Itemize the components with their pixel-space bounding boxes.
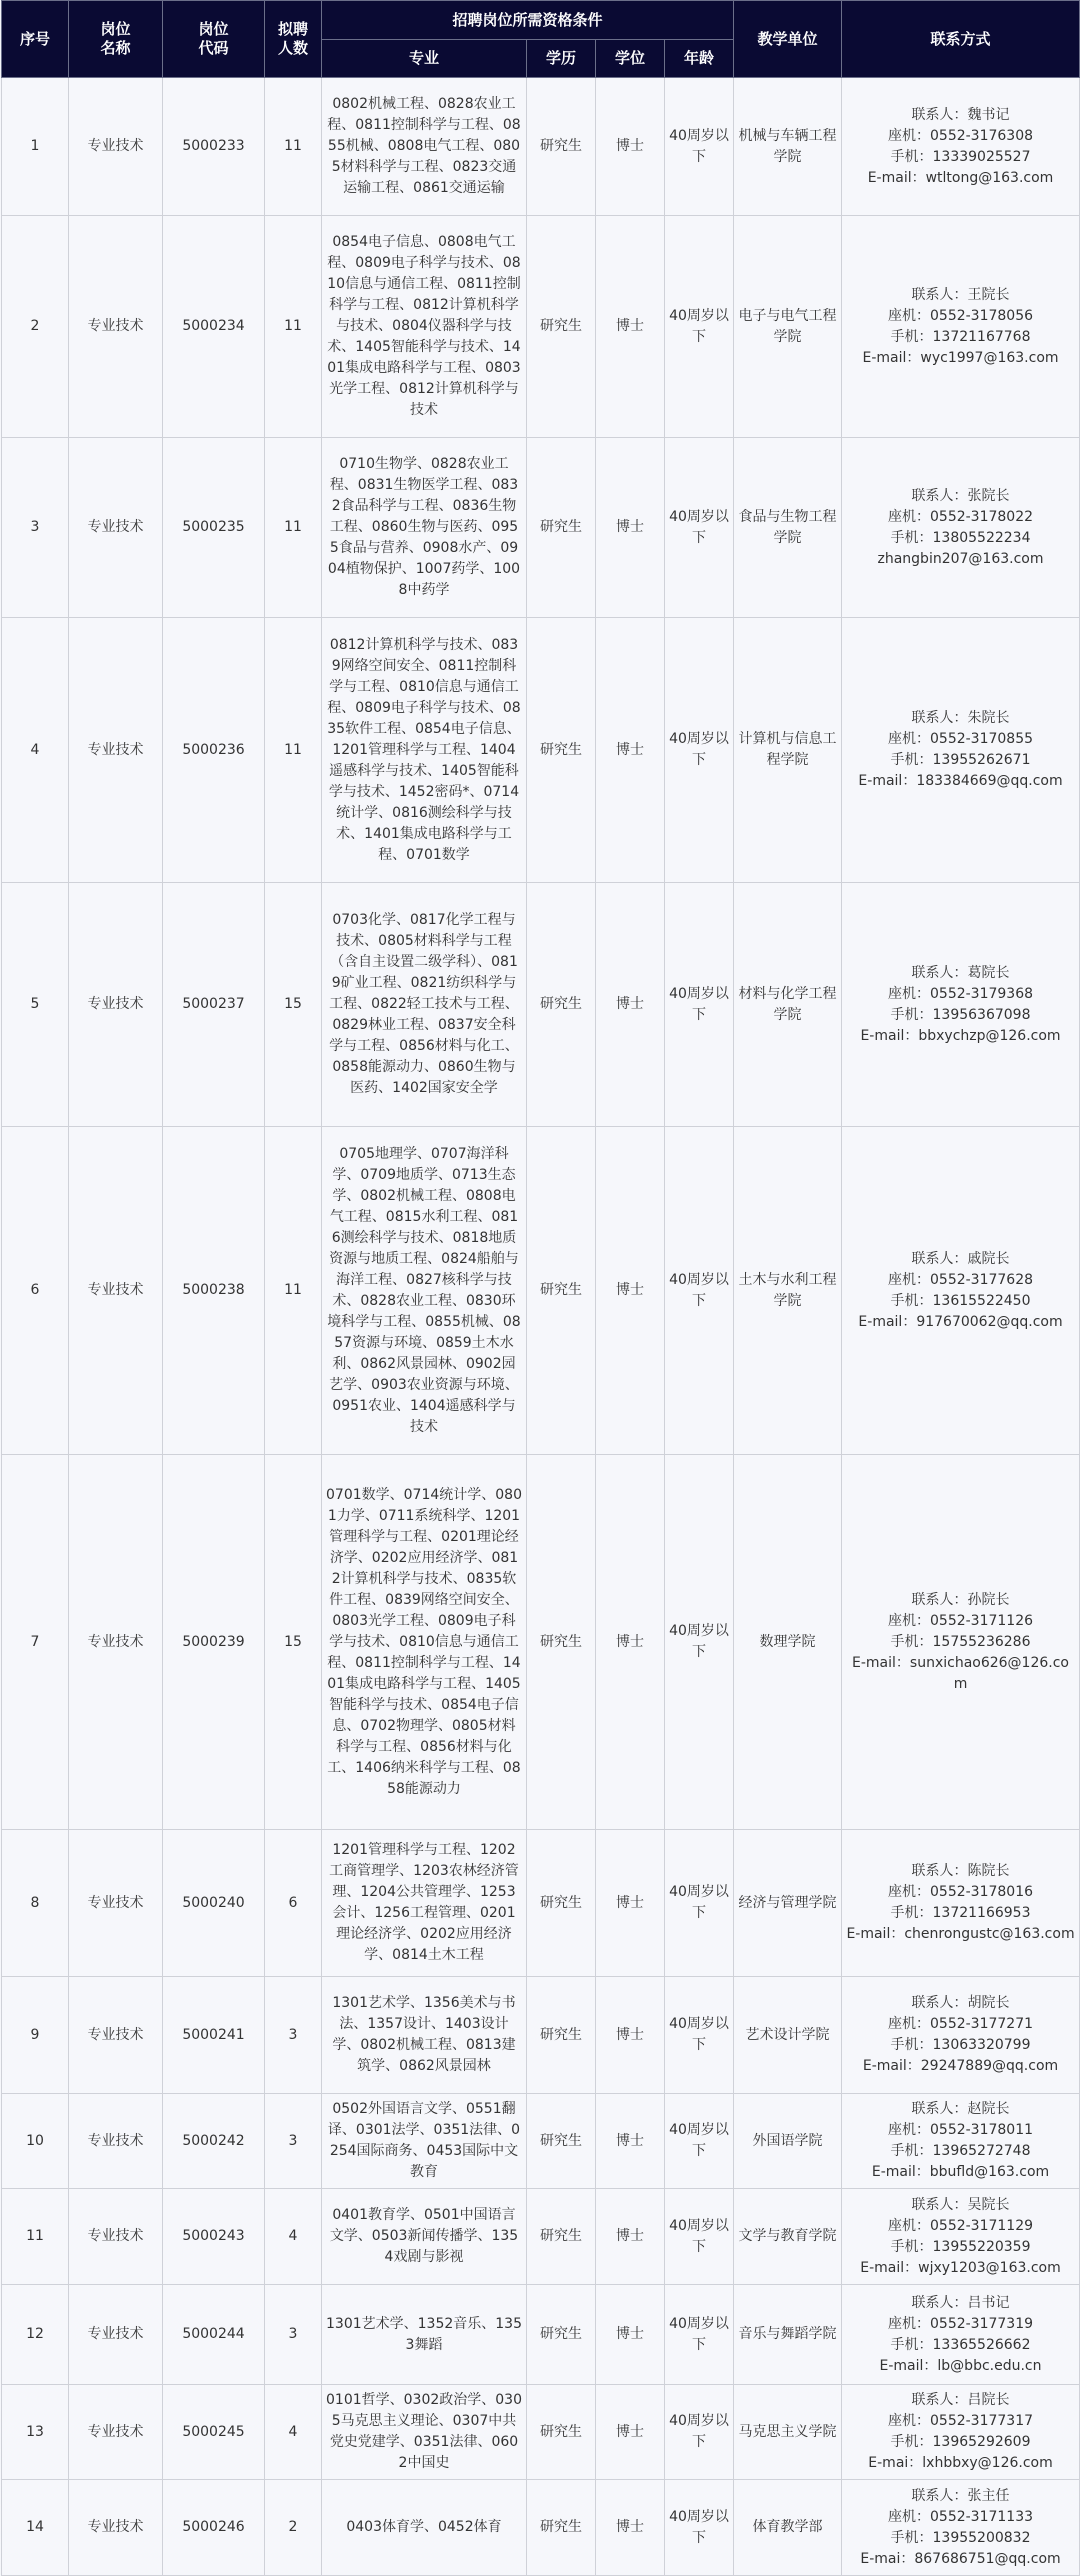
cell-seq: 12: [2, 2285, 69, 2385]
cell-post-code: 5000244: [163, 2285, 265, 2385]
cell-major: 0812计算机科学与技术、0839网络空间安全、0811控制科学与工程、0810信息与通信工程、0809电子科学与技术、0835软件工程、0854电子信息、1201管理科学与工程、1404遥感科学与技术、1405智能科学与技术、1452密码*、0714统计学、0816测绘科学与技术、1401集成电路科学与工程、0701数学: [322, 618, 527, 883]
cell-headcount: 11: [265, 618, 322, 883]
contact-phone: 座机：0552-3171129: [888, 2217, 1034, 2234]
cell-major: 0705地理学、0707海洋科学、0709地质学、0713生态学、0802机械工程、0808电气工程、0815水利工程、0816测绘科学与技术、0818地质资源与地质工程、0824船舶与海洋工程、0827核科学与技术、0828农业工程、0830环境科学与工程、0855机械、0857资源与环境、0859土木水利、0862风景园林、0902园艺学、0903农业资源与环境、0951农业、1404遥感科学与技术: [322, 1127, 527, 1455]
cell-degree: 博士: [596, 1455, 665, 1830]
cell-education: 研究生: [527, 618, 596, 883]
cell-unit: 食品与生物工程学院: [734, 438, 842, 618]
cell-major: 0703化学、0817化学工程与技术、0805材料科学与工程（含自主设置二级学科）、0819矿业工程、0821纺织科学与工程、0822轻工技术与工程、0829林业工程、0837安全科学与工程、0856材料与化工、0858能源动力、0860生物与医药、1402国家安全学: [322, 883, 527, 1127]
contact-mobile: 手机：15755236286: [890, 1633, 1031, 1650]
cell-post-code: 5000242: [163, 2094, 265, 2189]
table-row: [2, 438, 1080, 618]
contact-mobile: 手机：13805522234: [890, 529, 1031, 546]
cell-unit: 材料与化学工程学院: [734, 883, 842, 1127]
cell-seq: 13: [2, 2385, 69, 2480]
cell-headcount: 3: [265, 2094, 322, 2189]
contact-phone: 座机：0552-3178022: [888, 508, 1034, 525]
cell-seq: 8: [2, 1830, 69, 1977]
contact-email[interactable]: E-mail：chenrongustc@163.com: [846, 1926, 1075, 1942]
cell-post-name: 专业技术: [69, 2480, 163, 2576]
cell-post-name: 专业技术: [69, 438, 163, 618]
contact-email[interactable]: E-mai：lxhbbxy@126.com: [868, 2455, 1053, 2471]
table-row: [2, 618, 1080, 883]
header-education: 学历: [527, 40, 596, 78]
contact-phone: 座机：0552-3170855: [888, 731, 1034, 747]
cell-post-code: 5000245: [163, 2385, 265, 2480]
cell-unit: 数理学院: [734, 1455, 842, 1830]
cell-unit: 电子与电气工程学院: [734, 216, 842, 438]
cell-post-name: 专业技术: [69, 2385, 163, 2480]
cell-unit: 马克思主义学院: [734, 2385, 842, 2480]
table-row: [2, 883, 1080, 1127]
cell-unit: 机械与车辆工程学院: [734, 78, 842, 216]
header-contact: 联系方式: [842, 1, 1080, 78]
contact-mobile: 手机：13063320799: [890, 2037, 1031, 2053]
contact-person: 联系人：张院长: [911, 487, 1010, 504]
cell-degree: 博士: [596, 2385, 665, 2480]
cell-degree: 博士: [596, 2285, 665, 2385]
contact-phone: 座机：0552-3177628: [888, 1271, 1034, 1288]
cell-seq: 5: [2, 883, 69, 1127]
contact-email[interactable]: E-mail：lb@bbc.edu.cn: [879, 2357, 1042, 2374]
cell-post-name: 专业技术: [69, 2189, 163, 2285]
contact-person: 联系人：孙院长: [911, 1591, 1010, 1608]
cell-major: 0854电子信息、0808电气工程、0809电子科学与技术、0810信息与通信工程、0811控制科学与工程、0812计算机科学与技术、0804仪器科学与技术、1405智能科学与技术、1401集成电路科学与工程、0803光学工程、0812计算机科学与技术: [322, 216, 527, 438]
cell-unit: 艺术设计学院: [734, 1977, 842, 2094]
contact-mobile: 手机：13955220359: [890, 2238, 1031, 2255]
cell-headcount: 2: [265, 2480, 322, 2576]
cell-education: 研究生: [527, 2189, 596, 2285]
cell-contact: [842, 2385, 1080, 2480]
cell-education: 研究生: [527, 1830, 596, 1977]
cell-seq: 4: [2, 618, 69, 883]
cell-education: 研究生: [527, 1455, 596, 1830]
contact-email[interactable]: E-mail：wjxy1203@163.com: [860, 2259, 1061, 2276]
contact-phone: 座机：0552-3178056: [888, 307, 1034, 324]
cell-seq: 1: [2, 78, 69, 216]
cell-headcount: 15: [265, 883, 322, 1127]
cell-post-name: 专业技术: [69, 618, 163, 883]
header-requirements: 招聘岗位所需资格条件: [322, 1, 734, 40]
contact-person: 联系人：陈院长: [911, 1863, 1010, 1879]
cell-degree: 博士: [596, 2094, 665, 2189]
contact-mobile: 手机：13721167768: [890, 328, 1031, 345]
cell-age: 40周岁以下: [665, 618, 734, 883]
contact-phone: 座机：0552-3177319: [888, 2315, 1034, 2332]
cell-major: 1301艺术学、1352音乐、1353舞蹈: [322, 2285, 527, 2385]
cell-contact: [842, 1455, 1080, 1830]
cell-seq: 6: [2, 1127, 69, 1455]
cell-headcount: 3: [265, 2285, 322, 2385]
cell-unit: 外国语学院: [734, 2094, 842, 2189]
contact-phone: 座机：0552-3176308: [888, 127, 1034, 144]
cell-unit: 计算机与信息工程学院: [734, 618, 842, 883]
contact-email[interactable]: E-mail：wtltong@163.com: [867, 169, 1054, 186]
cell-degree: 博士: [596, 2189, 665, 2285]
cell-degree: 博士: [596, 883, 665, 1127]
cell-education: 研究生: [527, 2385, 596, 2480]
table-row: [2, 2189, 1080, 2285]
cell-headcount: 11: [265, 216, 322, 438]
cell-contact: [842, 883, 1080, 1127]
contact-email[interactable]: E-mail：wyc1997@163.com: [862, 349, 1059, 366]
header-age: 年龄: [665, 40, 734, 78]
cell-post-code: 5000246: [163, 2480, 265, 2576]
cell-post-name: 专业技术: [69, 1830, 163, 1977]
contact-phone: 座机：0552-3171133: [888, 2508, 1034, 2525]
cell-post-name: 专业技术: [69, 78, 163, 216]
cell-age: 40周岁以下: [665, 883, 734, 1127]
cell-education: 研究生: [527, 78, 596, 216]
contact-email[interactable]: E-mail：bbufld@163.com: [871, 2164, 1050, 2180]
cell-unit: 体育教学部: [734, 2480, 842, 2576]
table-header: [2, 1, 1080, 78]
cell-education: 研究生: [527, 2094, 596, 2189]
cell-headcount: 11: [265, 438, 322, 618]
cell-age: 40周岁以下: [665, 2189, 734, 2285]
table-row: [2, 2385, 1080, 2480]
recruitment-table: [1, 0, 1080, 2576]
cell-headcount: 3: [265, 1977, 322, 2094]
header-post-code: 岗位 代码: [163, 1, 265, 78]
cell-degree: 博士: [596, 618, 665, 883]
cell-degree: 博士: [596, 78, 665, 216]
contact-person: 联系人：戚院长: [911, 1250, 1010, 1267]
contact-mobile: 手机：13365526662: [890, 2336, 1031, 2353]
cell-education: 研究生: [527, 2285, 596, 2385]
contact-person: 联系人：魏书记: [911, 106, 1010, 123]
contact-phone: 座机：0552-3179368: [888, 985, 1034, 1002]
contact-email[interactable]: E-mail：183384669@qq.com: [858, 773, 1063, 789]
cell-unit: 经济与管理学院: [734, 1830, 842, 1977]
cell-major: 0710生物学、0828农业工程、0831生物医学工程、0832食品科学与工程、0836生物工程、0860生物与医药、0955食品与营养、0908水产、0904植物保护、1007药学、1008中药学: [322, 438, 527, 618]
cell-contact: [842, 216, 1080, 438]
cell-unit: 音乐与舞蹈学院: [734, 2285, 842, 2385]
cell-headcount: 11: [265, 1127, 322, 1455]
cell-post-name: 专业技术: [69, 1977, 163, 2094]
header-post-name: 岗位 名称: [69, 1, 163, 78]
header-seq: 序号: [2, 1, 69, 78]
contact-phone: 座机：0552-3177271: [888, 2016, 1034, 2032]
cell-seq: 3: [2, 438, 69, 618]
cell-education: 研究生: [527, 1977, 596, 2094]
contact-phone: 座机：0552-3178016: [888, 1884, 1034, 1900]
contact-email[interactable]: E-mail：917670062@qq.com: [858, 1313, 1063, 1330]
cell-major: 1201管理科学与工程、1202工商管理学、1203农林经济管理、1204公共管理学、1253会计、1256工程管理、0201理论经济学、0202应用经济学、0814土木工程: [322, 1830, 527, 1977]
cell-post-name: 专业技术: [69, 883, 163, 1127]
cell-education: 研究生: [527, 438, 596, 618]
contact-phone: 座机：0552-3171126: [888, 1612, 1034, 1629]
cell-degree: 博士: [596, 1977, 665, 2094]
table-row: [2, 216, 1080, 438]
cell-contact: [842, 2094, 1080, 2189]
cell-contact: [842, 618, 1080, 883]
cell-major: 0701数学、0714统计学、0801力学、0711系统科学、1201管理科学与工程、0201理论经济学、0202应用经济学、0812计算机科学与技术、0835软件工程、0839网络空间安全、0803光学工程、0809电子科学与技术、0810信息与通信工程、0811控制科学与工程、1401集成电路科学与工程、1405智能科学与技术、0854电子信息、0702物理学、0805材料科学与工程、0856材料与化工、1406纳米科学与工程、0858能源动力: [322, 1455, 527, 1830]
cell-post-name: 专业技术: [69, 2094, 163, 2189]
cell-headcount: 11: [265, 78, 322, 216]
cell-seq: 11: [2, 2189, 69, 2285]
contact-mobile: 手机：13956367098: [890, 1006, 1031, 1023]
cell-education: 研究生: [527, 216, 596, 438]
cell-contact: [842, 2285, 1080, 2385]
contact-email[interactable]: E-mail：bbxychzp@126.com: [860, 1027, 1061, 1044]
cell-major: 1301艺术学、1356美术与书法、1357设计、1403设计学、0802机械工程、0813建筑学、0862风景园林: [322, 1977, 527, 2094]
cell-headcount: 4: [265, 2385, 322, 2480]
cell-contact: [842, 1127, 1080, 1455]
cell-age: 40周岁以下: [665, 2480, 734, 2576]
header-degree: 学位: [596, 40, 665, 78]
cell-education: 研究生: [527, 883, 596, 1127]
cell-contact: [842, 1977, 1080, 2094]
cell-post-code: 5000233: [163, 78, 265, 216]
cell-major: 0101哲学、0302政治学、0305马克思主义理论、0307中共党史党建学、0351法律、0602中国史: [322, 2385, 527, 2480]
cell-age: 40周岁以下: [665, 1977, 734, 2094]
table-row: [2, 78, 1080, 216]
cell-post-code: 5000241: [163, 1977, 265, 2094]
cell-major: 0401教育学、0501中国语言文学、0503新闻传播学、1354戏剧与影视: [322, 2189, 527, 2285]
cell-age: 40周岁以下: [665, 438, 734, 618]
contact-email[interactable]: zhangbin207@163.com: [877, 550, 1044, 567]
contact-phone: 座机：0552-3177317: [888, 2413, 1034, 2429]
cell-seq: 2: [2, 216, 69, 438]
table-row: [2, 1455, 1080, 1830]
contact-person: 联系人：吕书记: [911, 2294, 1010, 2311]
cell-major: 0502外国语言文学、0551翻译、0301法学、0351法律、0254国际商务、0453国际中文教育: [322, 2094, 527, 2189]
cell-headcount: 15: [265, 1455, 322, 1830]
cell-contact: [842, 1830, 1080, 1977]
cell-age: 40周岁以下: [665, 78, 734, 216]
table-row: [2, 1830, 1080, 1977]
cell-post-code: 5000239: [163, 1455, 265, 1830]
cell-contact: [842, 78, 1080, 216]
contact-mobile: 手机：13615522450: [890, 1292, 1031, 1309]
cell-post-code: 5000238: [163, 1127, 265, 1455]
contact-mobile: 手机：13965292609: [890, 2434, 1031, 2450]
contact-mobile: 手机：13955262671: [890, 752, 1031, 768]
cell-degree: 博士: [596, 216, 665, 438]
header-headcount: 拟聘 人数: [265, 1, 322, 78]
cell-headcount: 4: [265, 2189, 322, 2285]
contact-person: 联系人：吕院长: [911, 2392, 1010, 2408]
contact-person: 联系人：王院长: [911, 286, 1010, 303]
cell-major: 0802机械工程、0828农业工程、0811控制科学与工程、0855机械、0808电气工程、0805材料科学与工程、0823交通运输工程、0861交通运输: [322, 78, 527, 216]
cell-post-name: 专业技术: [69, 216, 163, 438]
cell-post-code: 5000240: [163, 1830, 265, 1977]
cell-contact: [842, 2480, 1080, 2576]
cell-age: 40周岁以下: [665, 2094, 734, 2189]
contact-mobile: 手机：13965272748: [890, 2143, 1031, 2159]
header-major: 专业: [322, 40, 527, 78]
cell-degree: 博士: [596, 438, 665, 618]
cell-age: 40周岁以下: [665, 216, 734, 438]
cell-unit: 文学与教育学院: [734, 2189, 842, 2285]
table-row: [2, 2480, 1080, 2576]
contact-email[interactable]: E-mai：867686751@qq.com: [860, 2550, 1061, 2567]
cell-post-code: 5000235: [163, 438, 265, 618]
cell-post-name: 专业技术: [69, 1127, 163, 1455]
cell-degree: 博士: [596, 2480, 665, 2576]
table-row: [2, 1127, 1080, 1455]
cell-post-code: 5000237: [163, 883, 265, 1127]
table-row: [2, 2285, 1080, 2385]
contact-person: 联系人：吴院长: [911, 2196, 1010, 2213]
contact-email[interactable]: E-mail：sunxichao626@126.com: [852, 1654, 1069, 1692]
cell-contact: [842, 438, 1080, 618]
cell-education: 研究生: [527, 2480, 596, 2576]
cell-seq: 10: [2, 2094, 69, 2189]
cell-post-name: 专业技术: [69, 1455, 163, 1830]
cell-major: 0403体育学、0452体育: [322, 2480, 527, 2576]
cell-education: 研究生: [527, 1127, 596, 1455]
cell-seq: 9: [2, 1977, 69, 2094]
cell-headcount: 6: [265, 1830, 322, 1977]
cell-post-name: 专业技术: [69, 2285, 163, 2385]
contact-email[interactable]: E-mail：29247889@qq.com: [862, 2058, 1059, 2074]
contact-phone: 座机：0552-3178011: [888, 2122, 1034, 2138]
cell-post-code: 5000234: [163, 216, 265, 438]
table-row: [2, 2094, 1080, 2189]
contact-person: 联系人：葛院长: [911, 964, 1010, 981]
table-row: [2, 1977, 1080, 2094]
cell-seq: 7: [2, 1455, 69, 1830]
contact-person: 联系人：张主任: [911, 2487, 1010, 2504]
cell-age: 40周岁以下: [665, 2385, 734, 2480]
table-body: [2, 78, 1080, 2576]
contact-person: 联系人：胡院长: [911, 1995, 1010, 2011]
cell-degree: 博士: [596, 1830, 665, 1977]
contact-person: 联系人：赵院长: [911, 2101, 1010, 2117]
cell-age: 40周岁以下: [665, 1455, 734, 1830]
cell-degree: 博士: [596, 1127, 665, 1455]
cell-post-code: 5000236: [163, 618, 265, 883]
cell-contact: [842, 2189, 1080, 2285]
contact-mobile: 手机：13339025527: [890, 148, 1031, 165]
contact-mobile: 手机：13721166953: [890, 1905, 1031, 1921]
cell-seq: 14: [2, 2480, 69, 2576]
cell-post-code: 5000243: [163, 2189, 265, 2285]
cell-age: 40周岁以下: [665, 2285, 734, 2385]
contact-person: 联系人：朱院长: [911, 710, 1010, 726]
cell-age: 40周岁以下: [665, 1830, 734, 1977]
contact-mobile: 手机：13955200832: [890, 2529, 1031, 2546]
header-unit: 教学单位: [734, 1, 842, 78]
cell-unit: 土木与水利工程学院: [734, 1127, 842, 1455]
cell-age: 40周岁以下: [665, 1127, 734, 1455]
